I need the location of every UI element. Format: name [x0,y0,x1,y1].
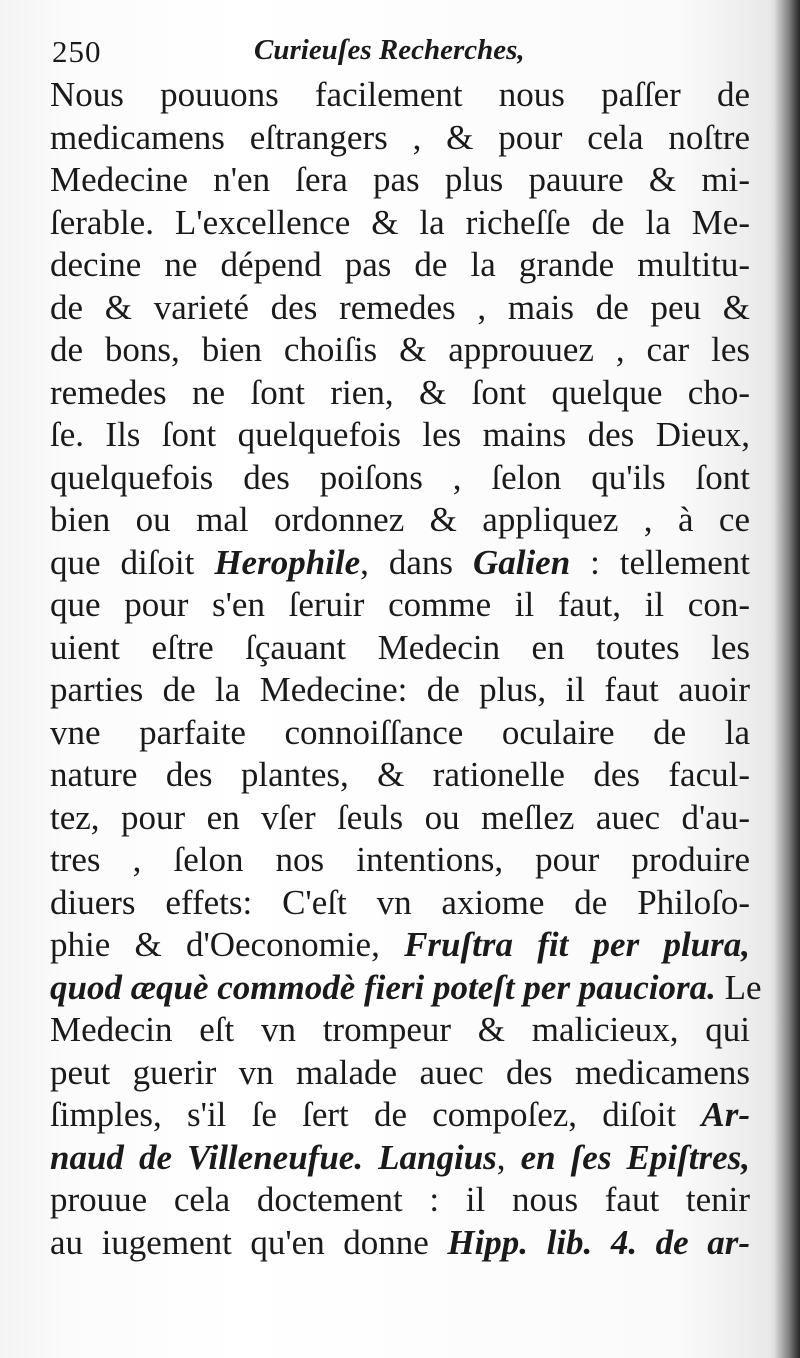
text-segment: diuers effets: C'eſt vn axiome de Philoſo- [50,882,750,922]
text-segment: parties de la Medecine: de plus, il faut auoir [50,670,750,709]
italic-text: Fruſtra fit per plura, [404,925,750,964]
text-line [50,967,762,1010]
text-line [50,1137,750,1180]
text-line [50,372,750,415]
text-segment: Medecin eſt vn trompeur & malicieux, qui [50,1010,750,1049]
text-line [50,839,750,882]
page-edge-shadow [774,0,800,1358]
text-segment: de & varieté des remedes , mais de peu & [50,287,750,327]
text-segment: ſerable. L'excellence & la richeſſe de la Me- [50,202,750,242]
text-line [50,669,750,712]
text-line [50,1052,750,1095]
text-segment: phie & d'Oeconomie, [50,925,405,964]
text-segment: Nous pouuons facilement nous paſſer de [50,75,750,114]
text-segment: remedes ne ſont rien, & ſont quelque cho- [50,372,750,412]
text-segment: de bons, bien choiſis & approuuez , car les [50,330,750,369]
text-segment: peut guerir vn malade auec des medicamens [50,1052,750,1092]
italic-text: quod æquè commodè fieri poteſt per pauciora. [50,967,716,1007]
text-segment: Medecine n'en ſera pas plus pauure & mi- [50,160,750,199]
text-line [50,117,750,160]
text-line [50,329,750,372]
text-line [50,1009,750,1052]
text-segment: prouue cela doctement : il nous faut tenir [50,1180,750,1219]
text-segment: quelquefois des poiſons , ſelon qu'ils ſont [50,457,750,497]
text-line [50,712,750,755]
text-line [50,1179,750,1222]
text-line [50,627,750,670]
text-line [50,924,750,967]
text-segment: uient eſtre ſçauant Medecin en toutes les [50,627,750,667]
text-segment: : tellement [570,542,751,582]
text-line [50,202,750,245]
italic-text: Galien [472,542,571,582]
text-line [50,499,750,542]
italic-text: en ſes Epiſtres, [520,1137,750,1177]
text-segment: bien ou mal ordonnez & appliquez , à ce [50,500,750,539]
text-line [50,457,750,500]
page-header [52,30,752,74]
text-segment: au iugement qu'en donne [50,1222,448,1262]
text-segment: , [496,1137,521,1177]
text-segment: Le [715,967,762,1007]
text-line [50,754,750,797]
text-segment: que pour s'en ſeruir comme il faut, il con- [50,585,750,624]
text-line [50,287,750,330]
text-line [50,1094,750,1137]
text-line [50,1222,750,1265]
text-line [50,74,750,117]
italic-text: naud de Villeneufue. Langius [50,1137,497,1177]
text-line [50,882,750,925]
text-line [50,414,750,457]
text-segment: medicamens eſtrangers , & pour cela noſtre [50,117,750,157]
text-line [50,542,750,585]
italic-text: Hipp. lib. 4. de ar- [447,1222,750,1262]
text-segment: que diſoit [50,542,215,582]
text-segment: ſimples, s'il ſe ſert de compoſez, diſoit [50,1095,702,1134]
text-line [50,797,750,840]
text-segment: tez, pour en vſer ſeuls ou meſlez auec d'au- [50,797,750,837]
page-number: 250 [52,34,102,69]
running-title: Curieuſes Recherches, [254,34,525,66]
text-line [50,244,750,287]
text-segment: vne parfaite connoiſſance oculaire de la [50,712,750,752]
italic-text: Ar- [701,1095,750,1134]
body-text [50,74,762,1264]
text-segment: , dans [360,542,473,582]
text-segment: decine ne dépend pas de la grande multitu- [50,245,750,284]
italic-text: Herophile [214,542,361,582]
text-line [50,159,750,202]
text-segment: ſe. Ils ſont quelquefois les mains des Dieux, [50,415,750,454]
text-segment: tres , ſelon nos intentions, pour produire [50,840,750,879]
text-segment: nature des plantes, & rationelle des facul- [50,755,750,794]
text-line [50,584,750,627]
